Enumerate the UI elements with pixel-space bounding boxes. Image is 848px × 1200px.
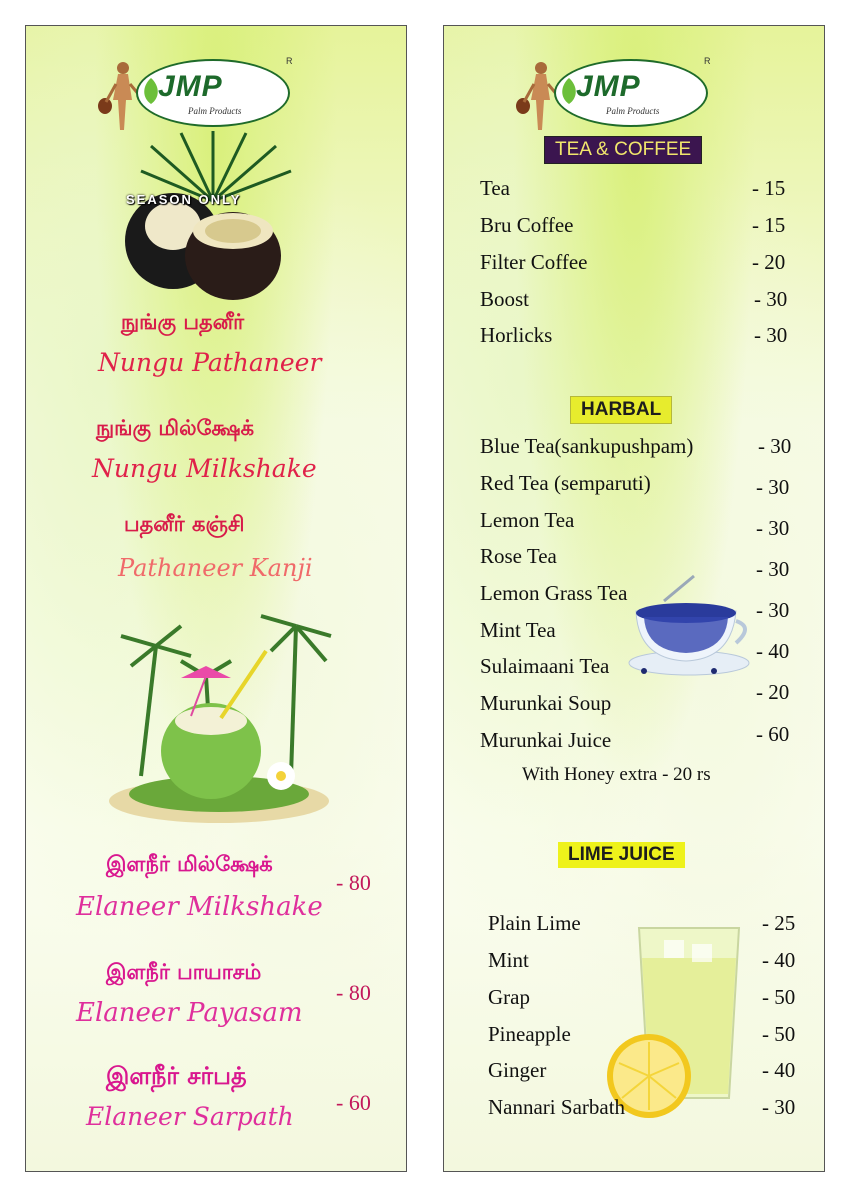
item-tamil-name: நுங்கு மில்க்ஷேக் — [96, 416, 255, 440]
menu-item-price: - 50 — [762, 985, 796, 1009]
menu-item-name: Lemon Tea — [480, 508, 575, 532]
tender-coconut-image — [101, 606, 336, 826]
menu-item-price: - 15 — [752, 176, 786, 200]
lime-juice-heading: LIME JUICE — [558, 842, 685, 868]
menu-item-price: - 25 — [762, 911, 796, 935]
item-english-name: Elaneer Sarpath — [86, 1102, 294, 1131]
logo-mark: JMP — [576, 70, 641, 103]
menu-item-price: - 40 — [762, 1058, 796, 1082]
item-english-name: Elaneer Payasam — [76, 998, 303, 1028]
item-price: - 80 — [336, 980, 371, 1005]
logo-subtitle: Palm Products — [606, 106, 660, 116]
menu-item-name: Bru Coffee — [480, 213, 574, 237]
item-tamil-name: இளநீர் பாயாசம் — [106, 960, 262, 984]
menu-item-name: Murunkai Juice — [480, 728, 612, 752]
item-tamil-name: நுங்கு பதனீர் — [121, 310, 245, 334]
menu-item-price: - 40 — [762, 948, 796, 972]
menu-item-price: - 30 — [754, 323, 788, 347]
item-english-name: Pathaneer Kanji — [118, 554, 313, 582]
registered-mark: R — [704, 56, 711, 66]
menu-item-price: - 30 — [756, 557, 790, 581]
item-english-name: Nungu Milkshake — [92, 454, 317, 483]
menu-item-price: - 20 — [756, 680, 790, 704]
menu-item-name: Rose Tea — [480, 544, 557, 568]
item-price: - 80 — [336, 870, 371, 895]
menu-item-name: Mint Tea — [480, 618, 556, 642]
menu-item-name: Red Tea (semparuti) — [480, 471, 651, 495]
menu-item-price: - 60 — [756, 722, 790, 746]
menu-item-price: - 30 — [756, 516, 790, 540]
menu-item-name: Plain Lime — [488, 911, 581, 935]
menu-item-name: Sulaimaani Tea — [480, 654, 610, 678]
season-only-label: SEASON ONLY — [126, 192, 242, 207]
menu-item-name: Pineapple — [488, 1022, 571, 1046]
item-english-name: Nungu Pathaneer — [98, 348, 322, 377]
menu-item-name: Grap — [488, 985, 530, 1009]
herbal-heading: HARBAL — [570, 396, 672, 424]
registered-mark: R — [286, 56, 293, 66]
menu-item-price: - 15 — [752, 213, 786, 237]
item-tamil-name: பதனீர் கஞ்சி — [124, 512, 245, 536]
logo-mark: JMP — [158, 70, 223, 103]
jmp-logo — [514, 56, 724, 134]
menu-item-name: Horlicks — [480, 323, 553, 347]
menu-item-price: - 30 — [754, 287, 788, 311]
menu-item-name: Murunkai Soup — [480, 691, 612, 715]
right-menu-panel — [443, 25, 825, 1172]
menu-item-name: Blue Tea(sankupushpam) — [480, 434, 694, 458]
item-tamil-name: இளநீர் சர்பத் — [106, 1062, 247, 1090]
palm-fruit-image — [121, 131, 306, 301]
menu-item-name: Lemon Grass Tea — [480, 581, 628, 605]
menu-item-price: - 20 — [752, 250, 786, 274]
item-english-name: Elaneer Milkshake — [76, 892, 323, 922]
menu-item-price: - 30 — [756, 598, 790, 622]
item-tamil-name: இளநீர் மில்க்ஷேக் — [106, 852, 273, 876]
menu-item-price: - 40 — [756, 639, 790, 663]
menu-item-price: - 50 — [762, 1022, 796, 1046]
menu-item-name: Nannari Sarbath — [488, 1095, 626, 1119]
menu-item-name: Ginger — [488, 1058, 547, 1082]
tea-coffee-heading: TEA & COFFEE — [544, 136, 702, 164]
left-menu-panel — [25, 25, 407, 1172]
jmp-logo — [96, 56, 306, 134]
logo-subtitle: Palm Products — [188, 106, 242, 116]
menu-item-price: - 30 — [756, 475, 790, 499]
menu-item-price: - 30 — [758, 434, 792, 458]
menu-item-name: Mint — [488, 948, 529, 972]
blue-tea-cup-image — [624, 571, 754, 681]
menu-item-name: Boost — [480, 287, 530, 311]
menu-item-price: - 30 — [762, 1095, 796, 1119]
lime-juice-glass-image — [604, 918, 744, 1118]
menu-item-name: Tea — [480, 176, 511, 200]
honey-extra-note: With Honey extra - 20 rs — [522, 764, 711, 785]
item-price: - 60 — [336, 1090, 371, 1115]
menu-item-name: Filter Coffee — [480, 250, 588, 274]
